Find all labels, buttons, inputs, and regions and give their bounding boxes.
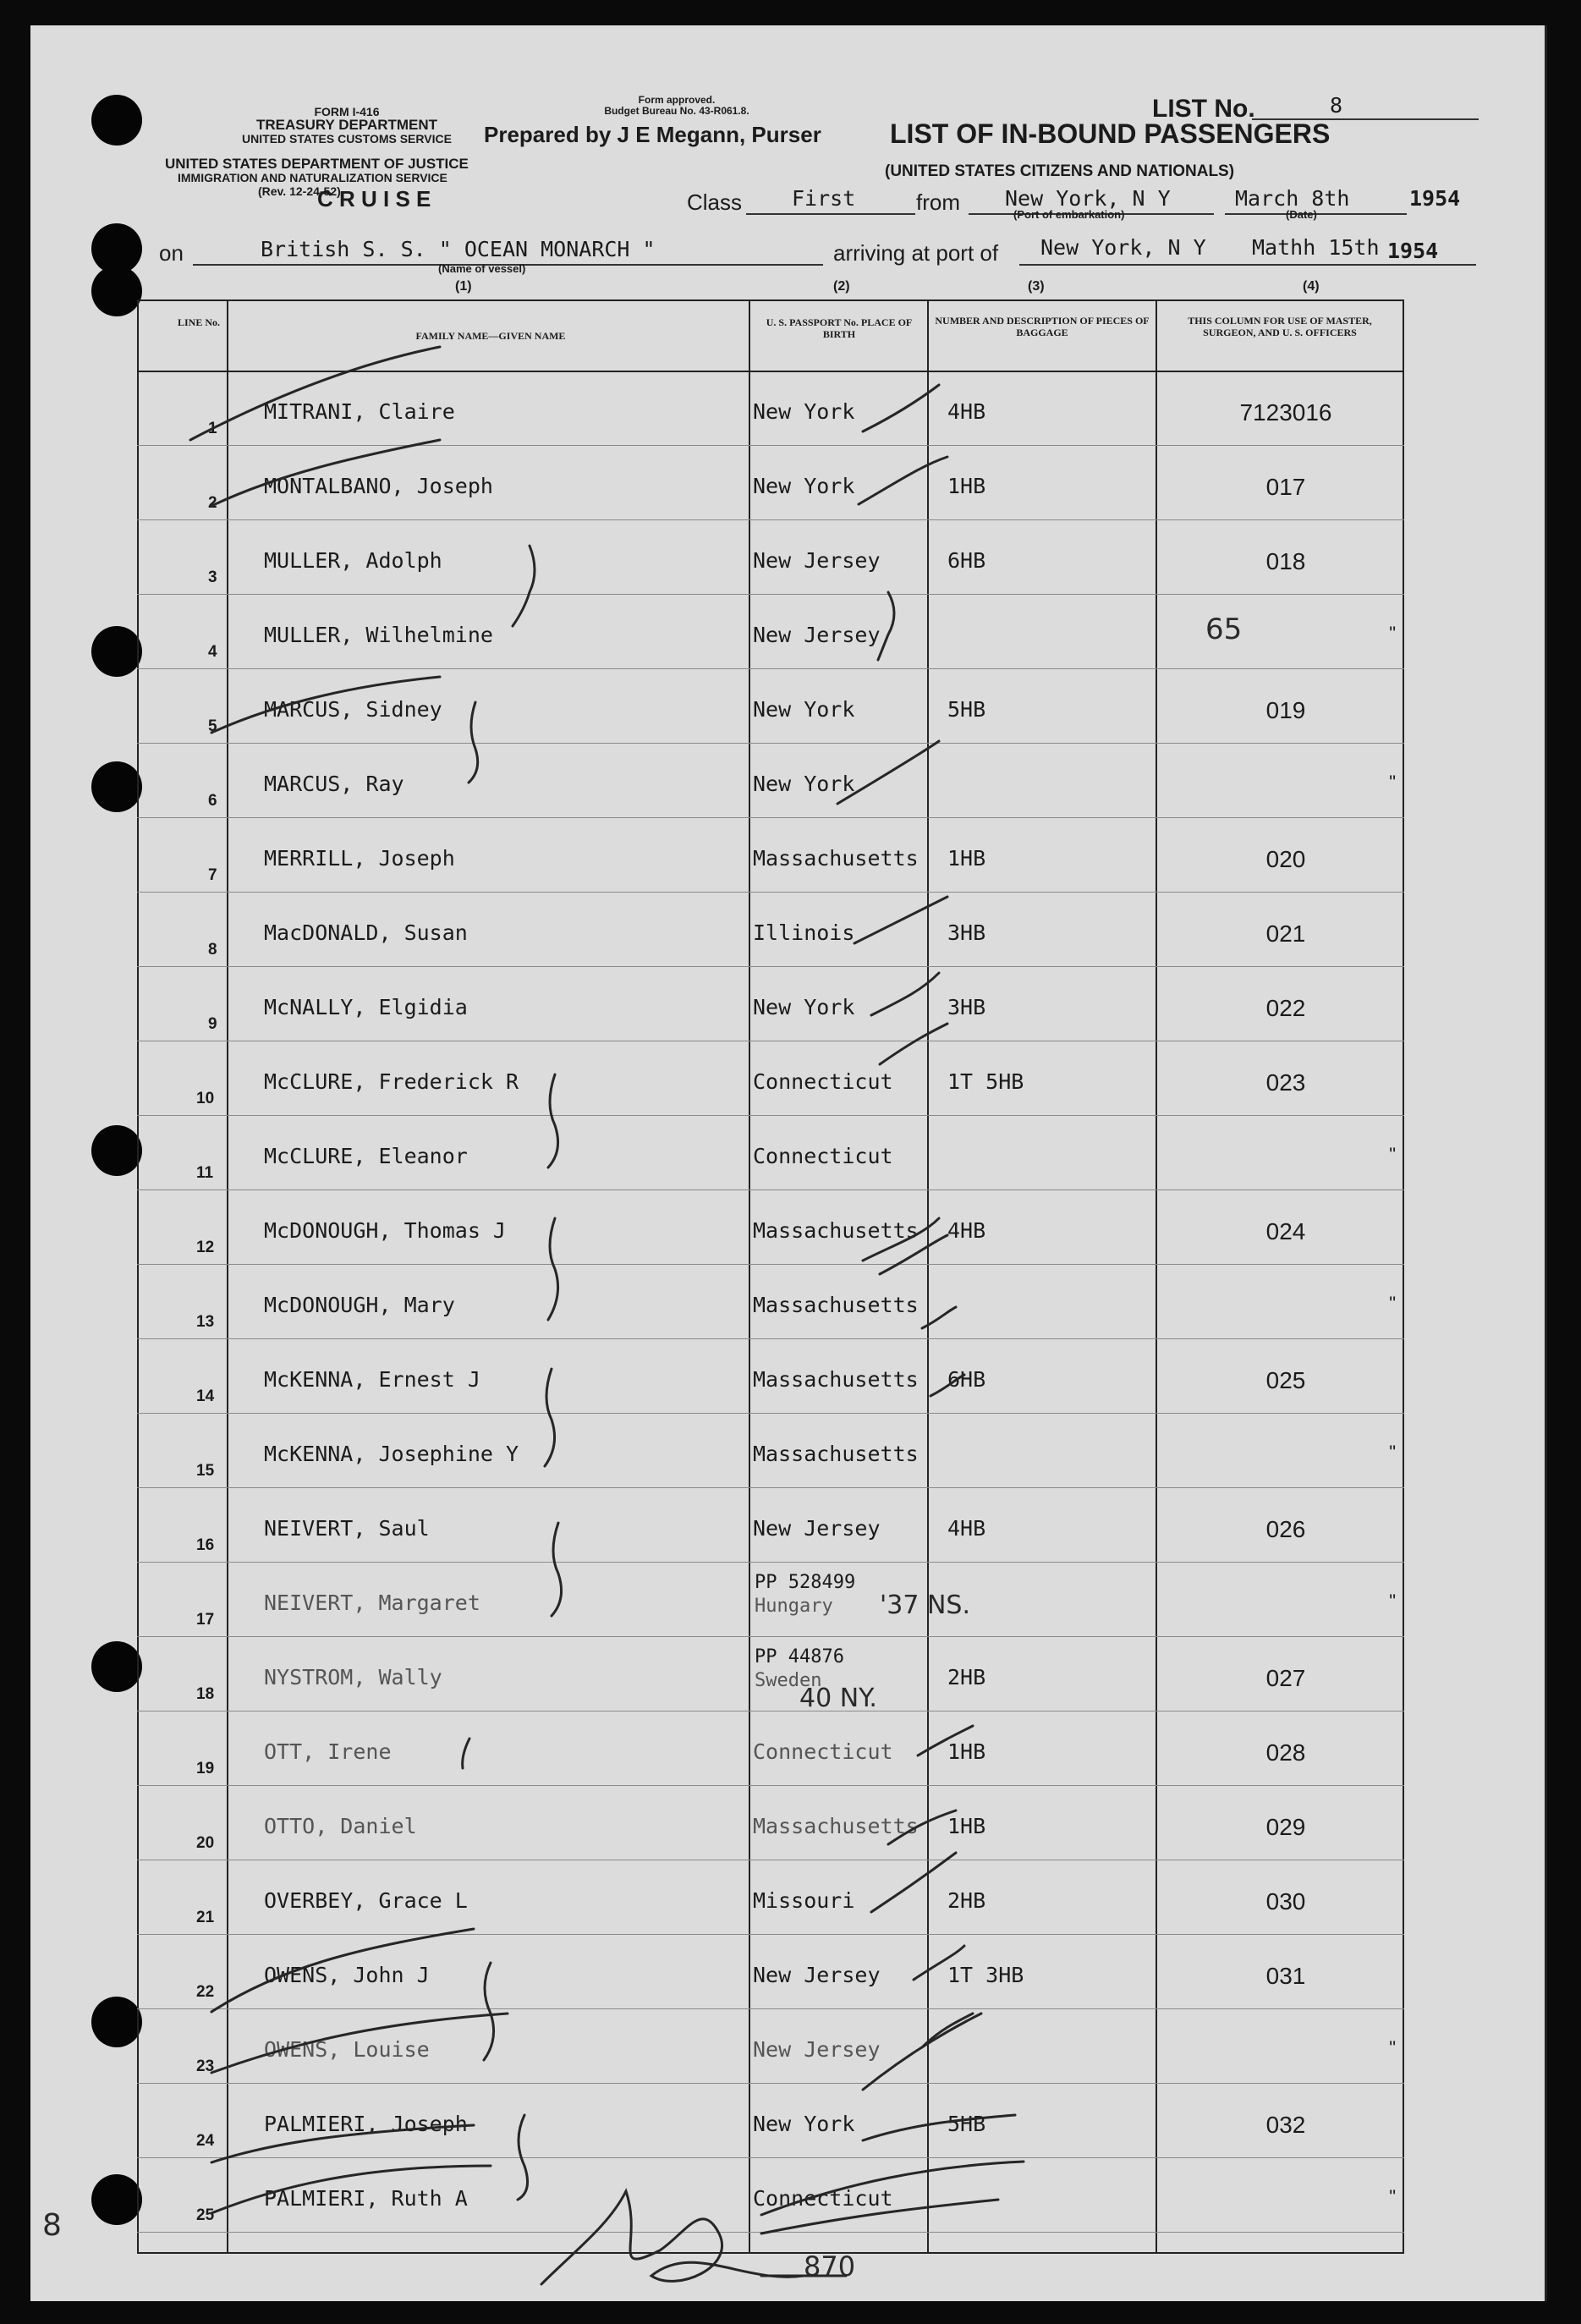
line-number: 8 [208,941,217,959]
arrive-date: Mathh 15th [1252,235,1380,260]
line-number: 1 [208,420,217,437]
officer-code: 025 [1265,1367,1306,1393]
officer-code: 024 [1265,1218,1306,1244]
passenger-name: MULLER, Adolph [264,548,442,573]
place-of-birth: New York [753,995,855,1019]
passenger-name: McCLURE, Eleanor [264,1144,468,1168]
officer-code: 022 [1265,995,1306,1021]
year-prefix: 19 [1409,186,1436,211]
officer-code: 019 [1265,697,1306,723]
officer-code: 018 [1265,548,1306,574]
baggage: 4HB [947,1516,986,1541]
officer-code: " [1389,1144,1396,1165]
baggage: 1HB [947,1814,986,1838]
baggage: 2HB [947,1665,986,1689]
line-number: 21 [196,1909,215,1926]
prepared-by: Prepared by J E Megann, Purser [484,122,821,147]
col-head-line-no: LINE No. [177,316,220,328]
place-of-birth: New Jersey [753,548,881,573]
officer-code: 027 [1265,1665,1306,1691]
passenger-name: PALMIERI, Ruth A [264,2186,468,2211]
baggage: 5HB [947,697,986,722]
officer-code: 7123016 [1239,399,1332,426]
immigration-service: IMMIGRATION AND NATURALIZATION SERVICE [178,171,447,184]
passenger-name: MARCUS, Ray [264,772,404,796]
arrive-port: New York, N Y [1040,235,1206,260]
list-no-label: LIST No. [1152,95,1255,123]
officer-code: " [1389,1293,1396,1314]
passenger-name: OWENS, John J [264,1963,430,1987]
passenger-name: MITRANI, Claire [264,399,455,424]
budget-bureau: Budget Bureau No. 43-R061.8. [604,105,749,117]
document-title: LIST OF IN-BOUND PASSENGERS [890,118,1331,149]
vessel-value: British S. S. " OCEAN MONARCH " [261,237,656,261]
passenger-name: NYSTROM, Wally [264,1665,442,1689]
place-of-birth: Illinois [753,920,855,945]
form-approved: Form approved. [638,94,716,106]
place-of-birth: Massachusetts [753,1293,919,1317]
officer-code: 031 [1265,1963,1306,1989]
officer-code: 023 [1265,1069,1306,1096]
line-number: 24 [196,2132,215,2150]
arrive-year-value: 54 [1413,239,1439,263]
baggage: 2HB [947,1888,986,1913]
place-of-birth: New York [753,399,855,424]
passenger-name: McDONOUGH, Thomas J [264,1218,506,1243]
baggage: 1HB [947,1739,986,1764]
passenger-name: OWENS, Louise [264,2037,430,2062]
revision-date: (Rev. 12-24-52) [258,184,341,198]
officer-code: 020 [1265,846,1306,872]
place-of-birth: New York [753,697,855,722]
line-number: 19 [196,1760,215,1777]
officer-code: 021 [1265,920,1306,947]
margin-handwritten-mark: 8 [42,2208,62,2243]
row4-handwritten-number: 65 [1205,613,1243,646]
depart-date: March 8th [1235,186,1350,211]
baggage: 1HB [947,846,986,871]
passenger-name: McDONOUGH, Mary [264,1293,455,1317]
line-number: 18 [196,1685,215,1703]
col-num-4: (4) [1303,279,1320,294]
line-number: 6 [208,792,217,810]
place-of-birth: New Jersey [753,623,881,647]
passenger-name: McCLURE, Frederick R [264,1069,519,1094]
depart-date-sub: (Date) [1286,208,1317,221]
officer-code: 017 [1265,474,1306,500]
officer-code: 029 [1265,1814,1306,1840]
baggage: 4HB [947,399,986,424]
passenger-name: MERRILL, Joseph [264,846,455,871]
passenger-name: OVERBEY, Grace L [264,1888,468,1913]
vessel-sub: (Name of vessel) [438,262,526,275]
place-of-birth: Sweden [755,1670,822,1691]
baggage: 3HB [947,920,986,945]
place-of-birth: Hungary [755,1596,833,1617]
passport-number: PP 528499 [755,1572,856,1593]
passenger-name: OTTO, Daniel [264,1814,417,1838]
col-num-3: (3) [1028,279,1045,294]
line-number: 7 [208,866,217,884]
line-number: 17 [196,1611,215,1629]
officer-code: 030 [1265,1888,1306,1915]
row17-handwritten-note: '37 NS. [880,1591,970,1620]
passenger-name: NEIVERT, Saul [264,1516,430,1541]
place-of-birth: Connecticut [753,1144,893,1168]
passport-number: PP 44876 [755,1646,844,1667]
col-head-officers: THIS COLUMN FOR USE OF MASTER, SURGEON, AND U. S. OFFICERS [1188,315,1372,338]
baggage: 4HB [947,1218,986,1243]
passenger-name: MacDONALD, Susan [264,920,468,945]
line-number: 13 [196,1313,215,1331]
line-number: 20 [196,1834,215,1852]
place-of-birth: Massachusetts [753,846,919,871]
line-number: 10 [196,1090,215,1107]
officer-code: " [1389,2037,1396,2058]
depart-year-value: 54 [1435,186,1461,211]
officer-code: " [1389,2186,1396,2207]
officer-code: 026 [1265,1516,1306,1542]
from-value: New York, N Y [1005,186,1171,211]
line-number: 25 [196,2206,215,2224]
officer-code: " [1389,1442,1396,1463]
place-of-birth: New York [753,474,855,498]
place-of-birth: Massachusetts [753,1814,919,1838]
place-of-birth: Missouri [753,1888,855,1913]
passenger-name: MARCUS, Sidney [264,697,442,722]
line-number: 12 [196,1239,215,1256]
line-number: 9 [208,1015,217,1033]
document-subtitle: (UNITED STATES CITIZENS AND NATIONALS) [885,162,1235,180]
line-number: 11 [196,1164,214,1182]
officer-code: 032 [1265,2112,1306,2138]
baggage: 1HB [947,474,986,498]
passenger-name: MONTALBANO, Joseph [264,474,493,498]
passenger-name: McKENNA, Josephine Y [264,1442,519,1466]
line-number: 16 [196,1536,215,1554]
baggage: 1T 5HB [947,1069,1024,1094]
line-number: 15 [196,1462,215,1480]
place-of-birth: New Jersey [753,1516,881,1541]
line-number: 3 [208,569,217,586]
arriving-label: arriving at port of [833,240,999,266]
passenger-name: PALMIERI, Joseph [264,2112,468,2136]
place-of-birth: New York [753,772,855,796]
baggage: 5HB [947,2112,986,2136]
place-of-birth: Connecticut [753,2186,893,2211]
passenger-name: McKENNA, Ernest J [264,1367,480,1392]
baggage: 1T 3HB [947,1963,1024,1987]
officer-code: " [1389,772,1396,793]
col-head-baggage: NUMBER AND DESCRIPTION OF PIECES OF BAGGAGE [935,315,1150,338]
baggage: 6HB [947,548,986,573]
cruise-label: C R U I S E [317,186,431,212]
officer-code: " [1389,623,1396,644]
place-of-birth: Massachusetts [753,1218,919,1243]
place-of-birth: Connecticut [753,1739,893,1764]
on-label: on [159,240,184,266]
place-of-birth: Connecticut [753,1069,893,1094]
from-label: from [916,190,960,215]
list-no-value: 8 [1330,93,1343,118]
place-of-birth: Massachusetts [753,1367,919,1392]
class-value: First [792,186,856,211]
baggage: 3HB [947,995,986,1019]
col-num-1: (1) [455,279,472,294]
row18-handwritten-note: 40 NY. [799,1684,877,1713]
line-number: 14 [196,1387,215,1405]
line-number: 5 [208,717,217,735]
line-number: 22 [196,1983,215,2001]
place-of-birth: New Jersey [753,2037,881,2062]
passenger-name: McNALLY, Elgidia [264,995,468,1019]
place-of-birth: New Jersey [753,1963,881,1987]
baggage: 6HB [947,1367,986,1392]
form-number: FORM I-416 [314,105,380,118]
treasury-department: TREASURY DEPARTMENT [255,117,438,133]
passenger-name: OTT, Irene [264,1739,392,1764]
passenger-name: NEIVERT, Margaret [264,1591,480,1615]
officer-code: 028 [1265,1739,1306,1766]
line-number: 4 [208,643,217,661]
place-of-birth: Massachusetts [753,1442,919,1466]
line-number: 2 [208,494,217,512]
passenger-name: MULLER, Wilhelmine [264,623,493,647]
footer-handwritten-note: 870 [804,2250,856,2283]
col-head-name: FAMILY NAME—GIVEN NAME [415,330,566,342]
officer-code: " [1389,1591,1396,1612]
place-of-birth: New York [753,2112,855,2136]
col-head-passport: U. S. PASSPORT No. PLACE OF BIRTH [766,316,913,340]
justice-department: UNITED STATES DEPARTMENT OF JUSTICE [165,156,469,172]
from-sub: (Port of embarkation) [1013,208,1125,221]
customs-service: UNITED STATES CUSTOMS SERVICE [242,132,452,146]
class-label: Class [687,190,743,215]
line-number: 23 [196,2058,215,2075]
col-num-2: (2) [833,279,850,294]
year-prefix: 19 [1387,239,1414,263]
